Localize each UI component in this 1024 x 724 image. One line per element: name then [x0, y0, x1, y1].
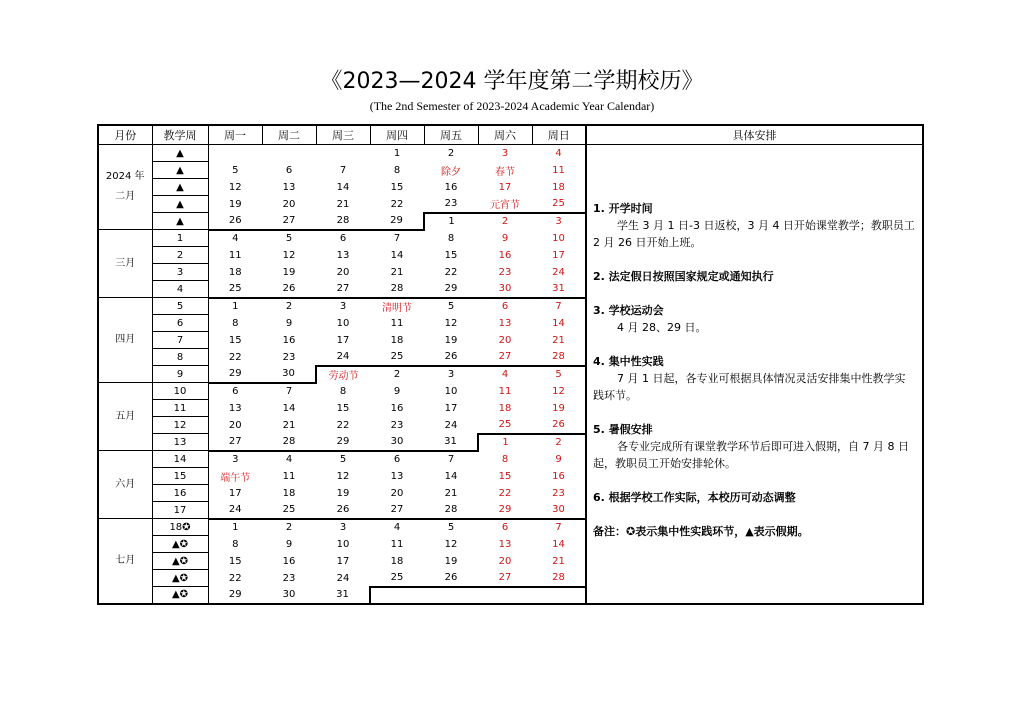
day-cell: 15 [444, 249, 458, 261]
day-cell: 17 [552, 249, 565, 261]
day-cell: 7 [424, 451, 478, 468]
week-number: 14 [152, 451, 208, 468]
day-cell: 4 [370, 519, 424, 536]
day-cell: 17 [228, 487, 242, 499]
day-cell: 11 [282, 470, 296, 482]
day-cell: 1 [208, 519, 262, 536]
day-cell: 端午节 [220, 472, 251, 484]
day-cell: 22 [498, 487, 512, 499]
day-cell: 31 [444, 436, 457, 447]
day-cell: 元宵节 [490, 200, 520, 211]
day-cell: 30 [390, 436, 404, 447]
day-cell: 28 [336, 215, 350, 226]
day-cell: 29 [228, 589, 242, 600]
day-cell: 23 [444, 198, 458, 209]
day-cell: 3 [501, 147, 509, 159]
day-cell: 24 [444, 419, 458, 431]
week-number: ▲ [152, 196, 208, 213]
day-cell: 15 [228, 334, 242, 346]
header-arrangement: 具体安排 [586, 125, 923, 145]
day-cell: 24 [228, 504, 242, 515]
day-cell: 29 [498, 504, 512, 515]
day-cell: 5 [424, 519, 478, 536]
day-cell: 7 [339, 164, 347, 176]
day-cell: 17 [498, 181, 512, 193]
day-cell: 22 [336, 419, 350, 431]
day-cell: 22 [390, 198, 404, 210]
week-number: 17 [152, 502, 208, 519]
day-cell: 31 [552, 283, 565, 294]
day-cell: 26 [336, 504, 350, 515]
day-cell: 21 [282, 419, 296, 431]
day-cell: 8 [501, 453, 509, 465]
calendar-body [98, 145, 923, 604]
day-cell: 19 [228, 198, 242, 210]
week-number: ▲✪ [152, 587, 208, 604]
day-cell: 2 [262, 519, 316, 536]
day-cell: 29 [390, 215, 403, 226]
day-cell: 5 [316, 451, 370, 468]
month-label: 五月 [98, 383, 152, 451]
week-row [98, 145, 923, 162]
day-cell: 20 [228, 419, 242, 431]
day-cell: 18 [282, 487, 296, 499]
day-cell: 15 [498, 470, 512, 482]
day-cell: 17 [336, 334, 350, 346]
day-cell: 5 [232, 164, 239, 176]
header-sun: 周日 [532, 125, 586, 145]
day-cell: 6 [316, 230, 370, 247]
header-week: 教学周 [152, 125, 208, 145]
day-cell: 28 [390, 283, 404, 294]
header-mon: 周一 [208, 125, 262, 145]
header-sat: 周六 [478, 125, 532, 145]
day-cell: 12 [336, 470, 350, 482]
day-cell: 23 [390, 419, 404, 431]
day-cell: 10 [552, 232, 565, 244]
arrangement-text: 各专业完成所有课堂教学环节后即可进入假期，自 7 月 8 日起，教职员工开始安排轮休。 [593, 440, 909, 470]
arrangement-heading: 2. 法定假日按照国家规定或通知执行 [593, 270, 774, 283]
day-cell: 13 [228, 402, 242, 414]
day-cell: 13 [498, 538, 512, 550]
day-cell: 25 [282, 504, 296, 515]
day-cell: 16 [552, 470, 565, 482]
day-cell: 24 [336, 351, 350, 362]
day-cell: 11 [228, 249, 242, 261]
week-number: ▲✪ [152, 570, 208, 587]
day-cell: 18 [498, 402, 512, 414]
day-cell: 15 [228, 555, 242, 567]
day-cell: 4 [555, 147, 562, 159]
day-cell: 12 [444, 317, 458, 329]
page-subtitle: (The 2nd Semester of 2023-2024 Academic Year Calendar) [369, 99, 655, 113]
day-cell: 25 [552, 198, 565, 209]
day-cell: 除夕 [441, 166, 461, 178]
day-cell: 30 [282, 589, 296, 600]
day-cell: 12 [228, 181, 242, 193]
day-cell: 16 [390, 402, 404, 414]
day-cell: 21 [336, 198, 350, 210]
day-cell: 3 [316, 298, 370, 315]
arrangement-text: 7 月 1 日起，各专业可根据具体情况灵活安排集中性教学实践环节。 [593, 372, 906, 402]
week-number: ▲✪ [152, 553, 208, 570]
day-cell: 20 [336, 266, 350, 278]
day-cell: 13 [282, 181, 296, 193]
arrangement-heading: 4. 集中性实践 [593, 355, 664, 368]
day-cell: 28 [552, 572, 565, 583]
day-cell: 15 [390, 181, 404, 193]
day-cell: 11 [552, 164, 565, 176]
day-cell: 24 [336, 572, 350, 584]
day-cell: 21 [552, 555, 565, 567]
day-cell: 6 [478, 298, 532, 315]
week-number: 18✪ [152, 519, 208, 536]
day-cell: 28 [282, 436, 296, 447]
day-cell: 2 [532, 434, 586, 451]
day-cell: 18 [390, 555, 404, 567]
week-number: 13 [152, 434, 208, 451]
day-cell: 27 [336, 283, 350, 294]
day-cell: 23 [552, 487, 565, 499]
day-cell: 1 [208, 298, 262, 315]
day-cell: 27 [498, 572, 512, 583]
day-cell: 16 [282, 334, 296, 346]
day-cell: 27 [228, 436, 242, 447]
day-cell: 22 [228, 351, 242, 363]
arrangement-heading: 3. 学校运动会 [593, 304, 664, 317]
day-cell: 13 [336, 249, 350, 261]
arrangement-text: 4 月 28、29 日。 [617, 321, 707, 334]
calendar-table [97, 124, 924, 605]
day-cell: 28 [444, 504, 458, 515]
day-cell: 21 [444, 487, 458, 499]
day-cell: 18 [552, 181, 565, 193]
day-cell: 2 [447, 147, 455, 159]
day-cell [208, 145, 262, 162]
day-cell: 27 [282, 215, 296, 226]
day-cell: 8 [232, 317, 239, 329]
day-cell: 26 [444, 572, 458, 583]
header-row [98, 125, 923, 145]
month-label: 六月 [98, 451, 152, 519]
day-cell [478, 587, 532, 604]
week-number: 4 [152, 281, 208, 298]
day-cell: 9 [285, 317, 293, 329]
day-cell: 2 [478, 213, 532, 230]
day-cell: 14 [552, 538, 565, 550]
day-cell: 劳动节 [316, 366, 370, 383]
week-number: 1 [152, 230, 208, 247]
day-cell: 11 [390, 317, 404, 329]
week-number: 9 [152, 366, 208, 383]
day-cell: 17 [336, 555, 350, 567]
day-cell: 22 [228, 572, 242, 584]
day-cell: 13 [498, 317, 512, 329]
arrangement-heading: 1. 开学时间 [593, 202, 653, 215]
day-cell: 25 [498, 419, 512, 430]
week-number: 2 [152, 247, 208, 264]
day-cell: 30 [282, 368, 295, 379]
week-number: 11 [152, 400, 208, 417]
day-cell: 20 [498, 334, 512, 346]
day-cell: 5 [262, 230, 316, 247]
day-cell: 7 [370, 230, 424, 247]
day-cell: 7 [532, 519, 586, 536]
day-cell: 23 [282, 572, 296, 584]
day-cell: 16 [444, 181, 458, 193]
day-cell: 14 [282, 402, 296, 414]
day-cell: 6 [370, 451, 424, 468]
day-cell: 4 [262, 451, 316, 468]
day-cell: 20 [498, 555, 512, 567]
day-cell: 26 [552, 419, 565, 430]
day-cell: 9 [501, 232, 509, 244]
day-cell: 12 [282, 249, 296, 261]
day-cell: 28 [552, 351, 565, 362]
week-number: 7 [152, 332, 208, 349]
day-cell: 12 [444, 538, 458, 550]
day-cell: 26 [228, 215, 242, 226]
day-cell: 25 [390, 572, 404, 583]
day-cell: 8 [447, 232, 455, 244]
header-tue: 周二 [262, 125, 316, 145]
day-cell: 11 [498, 385, 512, 397]
day-cell [370, 587, 424, 604]
day-cell: 22 [444, 266, 458, 278]
day-cell: 19 [444, 334, 458, 346]
day-cell: 23 [282, 351, 296, 363]
day-cell: 29 [444, 283, 458, 294]
day-cell: 9 [285, 538, 293, 550]
week-number: 3 [152, 264, 208, 281]
day-cell: 7 [262, 383, 316, 400]
month-label: 七月 [98, 519, 152, 604]
day-cell: 清明节 [370, 298, 424, 315]
week-number: ▲ [152, 213, 208, 230]
header-wed: 周三 [316, 125, 370, 145]
header-fri: 周五 [424, 125, 478, 145]
day-cell: 21 [390, 266, 404, 278]
day-cell: 2 [370, 366, 424, 383]
day-cell: 9 [393, 385, 401, 397]
day-cell: 7 [532, 298, 586, 315]
day-cell: 6 [208, 383, 262, 400]
week-number: 15 [152, 468, 208, 485]
day-cell: 21 [552, 334, 565, 346]
arrangement-heading: 5. 暑假安排 [593, 423, 653, 436]
day-cell: 6 [478, 519, 532, 536]
day-cell: 19 [444, 555, 458, 567]
day-cell: 30 [498, 283, 512, 294]
month-label: 四月 [98, 298, 152, 383]
day-cell: 16 [498, 249, 512, 261]
day-cell: 1 [478, 434, 532, 451]
day-cell: 14 [390, 249, 404, 261]
day-cell: 3 [316, 519, 370, 536]
day-cell: 25 [228, 283, 242, 294]
month-label: 2024 年 二月 [98, 145, 152, 230]
day-cell: 19 [552, 402, 565, 414]
day-cell: 8 [393, 164, 401, 176]
day-cell: 27 [498, 351, 512, 362]
day-cell: 5 [424, 298, 478, 315]
day-cell: 27 [390, 504, 404, 515]
day-cell: 19 [282, 266, 296, 278]
legend-note: 备注：✪表示集中性实践环节，▲表示假期。 [593, 525, 809, 538]
day-cell: 16 [282, 555, 296, 567]
week-number: 10 [152, 383, 208, 400]
day-cell: 26 [444, 351, 458, 362]
day-cell: 3 [532, 213, 586, 230]
week-number: ▲✪ [152, 536, 208, 553]
day-cell: 20 [390, 487, 404, 499]
day-cell: 1 [393, 147, 401, 159]
day-cell: 26 [282, 283, 296, 294]
day-cell: 6 [285, 164, 293, 176]
day-cell: 10 [444, 385, 458, 397]
day-cell: 9 [555, 453, 562, 465]
day-cell: 25 [390, 351, 404, 362]
week-number: ▲ [152, 179, 208, 196]
day-cell: 2 [262, 298, 316, 315]
day-cell: 11 [390, 538, 404, 550]
day-cell: 8 [232, 538, 239, 550]
day-cell: 31 [336, 589, 349, 600]
week-number: ▲ [152, 162, 208, 179]
week-number: 12 [152, 417, 208, 434]
day-cell: 15 [336, 402, 350, 414]
day-cell: 10 [336, 317, 350, 329]
arrangement-text: 学生 3 月 1 日-3 日返校，3 月 4 日开始课堂教学；教职员工 2 月 26 日开始上班。 [593, 219, 915, 249]
week-number: ▲ [152, 145, 208, 162]
day-cell: 14 [336, 181, 350, 193]
day-cell: 19 [336, 487, 350, 499]
day-cell: 12 [552, 385, 565, 397]
day-cell: 18 [228, 266, 242, 278]
day-cell: 20 [282, 198, 296, 210]
page-title: 《2023—2024 学年度第二学期校历》 [320, 69, 704, 94]
day-cell: 29 [336, 436, 350, 447]
week-number: 16 [152, 485, 208, 502]
day-cell: 14 [444, 470, 458, 482]
day-cell: 4 [208, 230, 262, 247]
day-cell: 17 [444, 402, 458, 414]
arrangement-panel [586, 145, 923, 604]
day-cell: 23 [498, 266, 512, 278]
day-cell [532, 587, 586, 604]
day-cell: 春节 [495, 166, 515, 178]
day-cell: 30 [552, 504, 565, 515]
day-cell: 29 [228, 368, 242, 379]
week-number: 6 [152, 315, 208, 332]
day-cell: 13 [390, 470, 404, 482]
day-cell: 10 [336, 538, 350, 550]
month-label: 三月 [98, 230, 152, 298]
day-cell: 8 [339, 385, 347, 397]
day-cell: 4 [478, 366, 532, 383]
week-number: 8 [152, 349, 208, 366]
day-cell: 3 [424, 366, 478, 383]
header-thu: 周四 [370, 125, 424, 145]
arrangement-heading: 6. 根据学校工作实际，本校历可动态调整 [593, 491, 796, 504]
week-number: 5 [152, 298, 208, 315]
day-cell [424, 587, 478, 604]
day-cell: 24 [552, 266, 565, 278]
day-cell: 14 [552, 317, 565, 329]
header-month: 月份 [98, 125, 152, 145]
day-cell: 5 [532, 366, 586, 383]
day-cell [262, 145, 316, 162]
day-cell [316, 145, 370, 162]
day-cell: 18 [390, 334, 404, 346]
day-cell: 1 [424, 213, 478, 230]
day-cell: 3 [208, 451, 262, 468]
